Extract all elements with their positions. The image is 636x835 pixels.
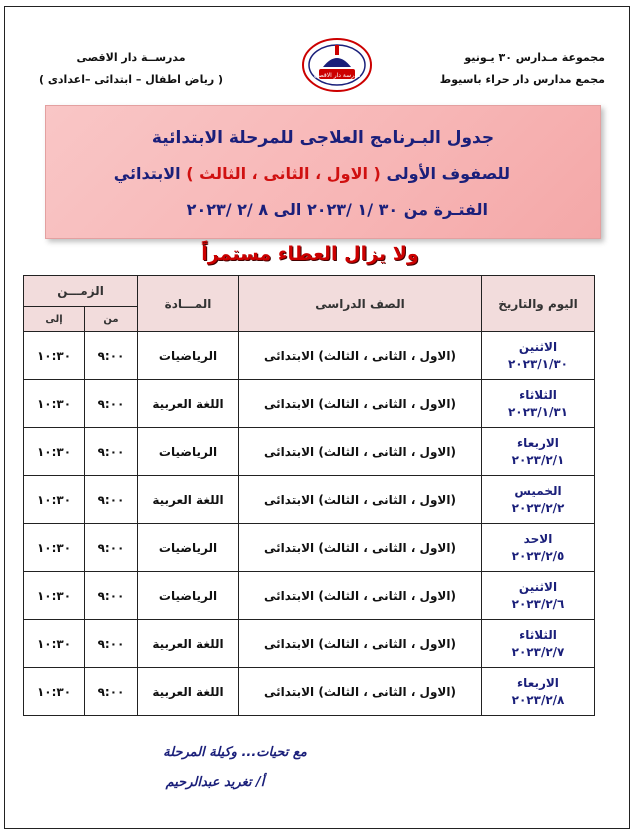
school-complex-name: مجمع مدارس دار حراء باسيوط	[439, 73, 605, 86]
time-from-cell: ٩:٠٠	[85, 428, 138, 476]
school-header-right	[405, 47, 605, 91]
day-cell	[482, 668, 595, 716]
time-from-cell: ٩:٠٠	[85, 380, 138, 428]
day-date: ٢٠٢٣/٢/٨	[511, 692, 565, 707]
period-line: الفتـرة من ٣٠ /١ /٢٠٢٣ الى ٨ /٢ /٢٠٢٣	[186, 200, 488, 219]
class-cell: (الاول ، الثانى ، الثالث) الابتدائى	[239, 476, 482, 524]
class-cell: (الاول ، الثانى ، الثالث) الابتدائى	[239, 572, 482, 620]
day-name: الاثنين	[518, 579, 558, 594]
class-cell: (الاول ، الثانى ، الثالث) الابتدائى	[239, 524, 482, 572]
school-name: مدرســة دار الاقصى	[76, 51, 186, 64]
day-date: ٢٠٢٣/٢/٧	[511, 644, 565, 659]
time-to-cell: ١٠:٣٠	[24, 332, 85, 380]
day-date: ٢٠٢٣/٢/١	[511, 452, 565, 467]
day-name: الخميس	[514, 483, 562, 498]
subject-cell: الرياضيات	[138, 332, 239, 380]
day-date: ٢٠٢٣/١/٣١	[507, 404, 569, 419]
signature-greeting: مع تحيات... وكيلة المرحلة	[163, 745, 307, 760]
document-page	[4, 6, 630, 829]
day-cell	[482, 428, 595, 476]
time-to-cell: ١٠:٣٠	[24, 620, 85, 668]
schedule-rows	[24, 332, 595, 716]
title-banner	[45, 105, 601, 239]
subject-cell: اللغة العربية	[138, 668, 239, 716]
table-row	[24, 668, 595, 716]
day-date: ٢٠٢٣/٢/٦	[511, 596, 565, 611]
table-row	[24, 428, 595, 476]
day-cell	[482, 524, 595, 572]
subject-cell: اللغة العربية	[138, 380, 239, 428]
svg-text:مدرسة دار الاقصى: مدرسة دار الاقصى	[313, 72, 361, 79]
header-day: اليوم والتاريخ	[482, 276, 595, 332]
school-logo-icon	[299, 35, 375, 97]
time-from-cell: ٩:٠٠	[85, 668, 138, 716]
header-time: الزمـــن	[24, 276, 138, 307]
signature-name: أ/ تغريد عبدالرحيم	[165, 775, 265, 790]
header-to: إلى	[24, 307, 85, 332]
day-name: الثلاثاء	[519, 627, 557, 642]
grades-list: ( الاول ، الثانى ، الثالث )	[186, 164, 381, 183]
school-logo	[299, 35, 375, 97]
subject-cell: اللغة العربية	[138, 620, 239, 668]
school-stages: ( رياض اطفال – ابتدائى –اعدادى )	[38, 73, 224, 86]
day-name: الاربعاء	[517, 675, 559, 690]
day-name: الاثنين	[518, 339, 558, 354]
day-cell	[482, 476, 595, 524]
day-cell	[482, 620, 595, 668]
time-from-cell: ٩:٠٠	[85, 572, 138, 620]
day-date: ٢٠٢٣/٢/٥	[511, 548, 565, 563]
day-name: الاحد	[523, 531, 553, 546]
time-to-cell: ١٠:٣٠	[24, 668, 85, 716]
day-name: الثلاثاء	[519, 387, 557, 402]
time-from-cell: ٩:٠٠	[85, 524, 138, 572]
time-to-cell: ١٠:٣٠	[24, 428, 85, 476]
day-date: ٢٠٢٣/٢/٢	[511, 500, 565, 515]
grades-prefix: للصفوف الأولى	[386, 164, 510, 183]
table-row	[24, 524, 595, 572]
slogan: ولا يزال العطاء مستمراً	[201, 243, 419, 265]
time-from-cell: ٩:٠٠	[85, 476, 138, 524]
class-cell: (الاول ، الثانى ، الثالث) الابتدائى	[239, 620, 482, 668]
subject-cell: الرياضيات	[138, 524, 239, 572]
day-cell	[482, 332, 595, 380]
school-header-left	[31, 47, 231, 91]
class-cell: (الاول ، الثانى ، الثالث) الابتدائى	[239, 332, 482, 380]
table-row	[24, 476, 595, 524]
table-row	[24, 572, 595, 620]
time-from-cell: ٩:٠٠	[85, 332, 138, 380]
day-cell	[482, 380, 595, 428]
schedule-table	[23, 275, 595, 716]
time-to-cell: ١٠:٣٠	[24, 572, 85, 620]
grades-suffix: الابتدائي	[113, 164, 181, 183]
day-date: ٢٠٢٣/١/٣٠	[507, 356, 569, 371]
table-header-row	[24, 276, 595, 307]
schedule-title: جدول البـرنامج العلاجى للمرحلة الابتدائية	[151, 128, 495, 148]
day-cell	[482, 572, 595, 620]
grades-line	[114, 164, 510, 183]
day-name: الاربعاء	[517, 435, 559, 450]
subject-cell: الرياضيات	[138, 428, 239, 476]
time-to-cell: ١٠:٣٠	[24, 476, 85, 524]
table-row	[24, 332, 595, 380]
header-subject: المـــادة	[138, 276, 239, 332]
time-to-cell: ١٠:٣٠	[24, 524, 85, 572]
class-cell: (الاول ، الثانى ، الثالث) الابتدائى	[239, 380, 482, 428]
subject-cell: الرياضيات	[138, 572, 239, 620]
header-from: من	[85, 307, 138, 332]
table-row	[24, 620, 595, 668]
time-from-cell: ٩:٠٠	[85, 620, 138, 668]
table-row	[24, 380, 595, 428]
class-cell: (الاول ، الثانى ، الثالث) الابتدائى	[239, 428, 482, 476]
school-group-name: مجموعة مـدارس ٣٠ يـونيو	[464, 51, 605, 64]
header-class: الصف الدراسى	[239, 276, 482, 332]
class-cell: (الاول ، الثانى ، الثالث) الابتدائى	[239, 668, 482, 716]
subject-cell: اللغة العربية	[138, 476, 239, 524]
time-to-cell: ١٠:٣٠	[24, 380, 85, 428]
